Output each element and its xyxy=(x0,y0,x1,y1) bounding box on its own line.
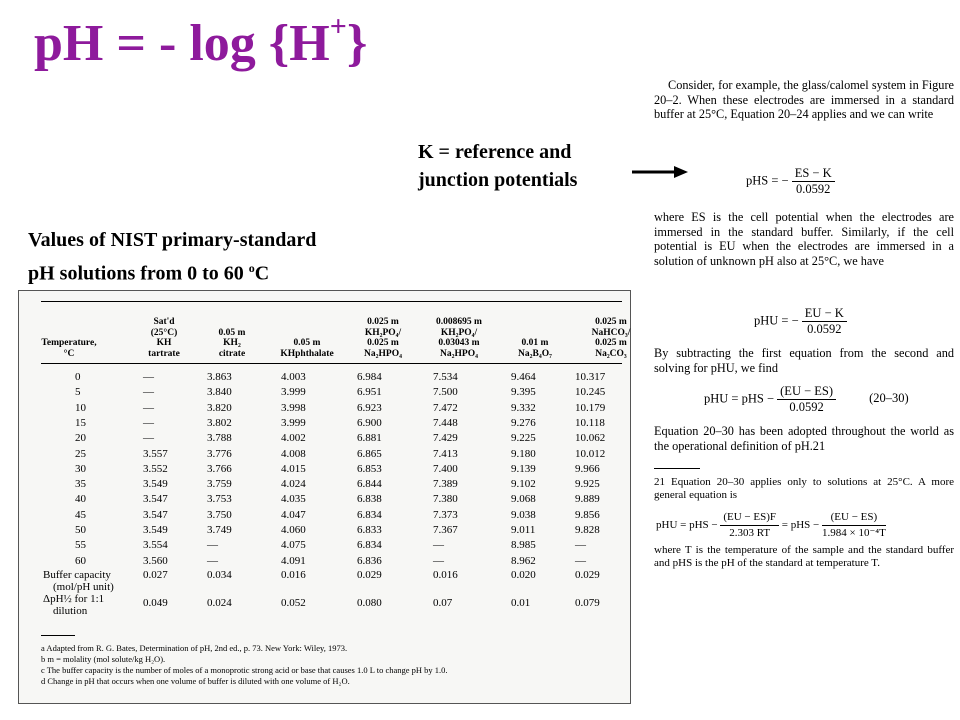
ph-value-cell: 6.881 xyxy=(357,432,382,445)
ph-value-cell: — xyxy=(575,554,586,567)
temperature-cell: 55 xyxy=(75,539,86,552)
ph-value-cell: — xyxy=(207,539,218,552)
ph-value-cell: — xyxy=(575,539,586,552)
temperature-cell: 15 xyxy=(75,416,86,429)
ph-value-cell: 6.984 xyxy=(357,371,382,383)
ph-value-cell: 3.802 xyxy=(207,416,232,429)
ph-value-cell: 6.834 xyxy=(357,539,382,552)
ph-value-cell: 9.925 xyxy=(575,478,600,491)
ph-value-cell: — xyxy=(143,386,154,399)
ph-value-cell: 7.367 xyxy=(433,524,458,536)
ph-value-cell: 7.389 xyxy=(433,478,458,491)
ph-value-cell: 9.180 xyxy=(511,447,536,460)
ph-value-cell: 3.999 xyxy=(281,386,306,399)
ph-value-cell: 8.985 xyxy=(511,539,536,552)
footnote-rule xyxy=(41,635,75,636)
ph-value-cell: — xyxy=(143,416,154,429)
ph-value-cell: 9.395 xyxy=(511,386,536,399)
ph-value-cell: 4.035 xyxy=(281,493,306,506)
buffer_capacity-label: Buffer capacity xyxy=(43,569,111,581)
ph-standards-table xyxy=(18,290,631,704)
ph-value-cell: 9.068 xyxy=(511,493,536,506)
ph-value-cell: 10.012 xyxy=(575,447,606,460)
ph-value-cell: 9.102 xyxy=(511,478,536,491)
textbook-excerpt xyxy=(650,74,954,579)
ph-value-cell: 3.549 xyxy=(143,524,168,536)
table-header-rule xyxy=(41,363,622,364)
ph-value-cell: 6.923 xyxy=(357,401,382,414)
buffer_capacity-cell: 0.027 xyxy=(143,569,168,581)
temperature-cell: 20 xyxy=(75,432,86,445)
ph-value-cell: 8.962 xyxy=(511,554,536,567)
equation-phs: pHS = − $\frac{ES - K}{0.0592}$ xyxy=(746,166,835,197)
ph-value-cell: 4.003 xyxy=(281,371,306,383)
ph-value-cell: 3.999 xyxy=(281,416,306,429)
temperature-cell: 45 xyxy=(75,508,86,521)
ph-value-cell: — xyxy=(433,539,444,552)
table-footnote: d Change in pH that occurs when one volume of buffer is diluted with one volume of H₂O. xyxy=(41,676,350,686)
table-header-cell: 0.05 m KHphthalate xyxy=(280,338,334,359)
ph-value-cell: 9.966 xyxy=(575,462,600,475)
ph-value-cell: 3.776 xyxy=(207,447,232,460)
ph-value-cell: 9.225 xyxy=(511,432,536,445)
ph-value-cell: 6.900 xyxy=(357,416,382,429)
table-header-cell: Sat'd (25°C) KH tartrate xyxy=(148,317,180,359)
table-top-rule xyxy=(41,301,622,302)
ph-value-cell: 7.429 xyxy=(433,432,458,445)
ph-value-cell: 6.836 xyxy=(357,554,382,567)
paragraph-definition: Equation 20–30 has been adopted throughout the world as the operational definition of pH.21 xyxy=(654,424,954,453)
ph-value-cell: 6.865 xyxy=(357,447,382,460)
ph-value-cell: 6.844 xyxy=(357,478,382,491)
ph-value-cell: — xyxy=(143,401,154,414)
footnote-divider xyxy=(654,468,700,469)
temperature-cell: 35 xyxy=(75,478,86,491)
ph-value-cell: 3.749 xyxy=(207,524,232,536)
dilution-cell: 0.079 xyxy=(575,597,600,609)
table-header-cell: 0.01 m Na₂B₄O₇ xyxy=(518,338,552,359)
temperature-cell: 50 xyxy=(75,524,86,536)
table-header-cell: 0.008695 m KH₂PO₄/ 0.03043 m Na₂HPO₄ xyxy=(436,317,482,359)
ph-value-cell: — xyxy=(143,432,154,445)
table-footnote: a Adapted from R. G. Bates, Determination of pH, 2nd ed., p. 73. New York: Wiley, 1973. xyxy=(41,643,348,653)
ph-value-cell: 6.853 xyxy=(357,462,382,475)
ph-value-cell: 10.317 xyxy=(575,371,606,383)
dilution-cell: 0.07 xyxy=(433,597,453,609)
buffer_capacity-label-sub: (mol/pH unit) xyxy=(53,581,114,593)
buffer_capacity-cell: 0.016 xyxy=(281,569,306,581)
ph-value-cell: 10.062 xyxy=(575,432,606,445)
ph-value-cell: 3.552 xyxy=(143,462,168,475)
paragraph-subtract: By subtracting the first equation from the second and solving for pHU, we find xyxy=(654,346,954,375)
equation-phu: pHU = − $\frac{EU - K}{0.0592}$ xyxy=(754,306,847,337)
ph-value-cell: 10.179 xyxy=(575,401,606,414)
ph-value-cell: 3.549 xyxy=(143,478,168,491)
ph-value-cell: 7.534 xyxy=(433,371,458,383)
ph-value-cell: 3.820 xyxy=(207,401,232,414)
buffer_capacity-cell: 0.029 xyxy=(575,569,600,581)
temperature-cell: 5 xyxy=(75,386,81,399)
paragraph-temperature: where T is the temperature of the sample and the standard buffer and pHS is the pH of the standard at temperature T. xyxy=(654,544,954,569)
ph-value-cell: 3.753 xyxy=(207,493,232,506)
ph-value-cell: 9.856 xyxy=(575,508,600,521)
paragraph-intro: Consider, for example, the glass/calomel system in Figure 20–2. When these electrodes are immersed in a standard buffer at 25°C, Equation 20–24 applies and we can write xyxy=(654,78,954,122)
dilution-cell: 0.052 xyxy=(281,597,306,609)
ph-value-cell: 4.015 xyxy=(281,462,306,475)
ph-value-cell: 4.047 xyxy=(281,508,306,521)
ph-value-cell: 9.011 xyxy=(511,524,536,536)
nist-caption-line2: pH solutions from 0 to 60 $^o$C xyxy=(28,261,270,285)
ph-value-cell: 9.332 xyxy=(511,401,536,414)
ph-value-cell: 3.759 xyxy=(207,478,232,491)
ph-value-cell: 6.833 xyxy=(357,524,382,536)
ph-value-cell: 6.951 xyxy=(357,386,382,399)
ph-value-cell: 7.413 xyxy=(433,447,458,460)
ph-value-cell: 6.834 xyxy=(357,508,382,521)
ph-value-cell: 9.276 xyxy=(511,416,536,429)
ph-value-cell: 4.002 xyxy=(281,432,306,445)
dilution-cell: 0.049 xyxy=(143,597,168,609)
nist-caption-line1: Values of NIST primary-standard xyxy=(28,229,317,251)
dilution-label: ΔpH½ for 1:1 xyxy=(43,593,105,605)
ph-value-cell: 3.554 xyxy=(143,539,168,552)
ph-value-cell: 7.500 xyxy=(433,386,458,399)
ph-value-cell: 7.448 xyxy=(433,416,458,429)
ph-value-cell: 4.008 xyxy=(281,447,306,460)
ph-value-cell: 3.788 xyxy=(207,432,232,445)
buffer_capacity-cell: 0.020 xyxy=(511,569,536,581)
ph-value-cell: — xyxy=(433,554,444,567)
ph-value-cell: 3.766 xyxy=(207,462,232,475)
ph-value-cell: 3.863 xyxy=(207,371,232,383)
ph-value-cell: 9.139 xyxy=(511,462,536,475)
buffer_capacity-cell: 0.034 xyxy=(207,569,232,581)
ph-value-cell: 4.075 xyxy=(281,539,306,552)
ph-value-cell: 9.038 xyxy=(511,508,536,521)
ph-value-cell: 6.838 xyxy=(357,493,382,506)
equation-general: pHU = pHS − $\frac{(EU - ES)F}{2.303 RT}$ = pHS − $\frac{(EU - ES)}{\text{1.984 × 10⁻⁴T}}$ xyxy=(656,511,886,539)
buffer_capacity-cell: 0.029 xyxy=(357,569,382,581)
ph-value-cell: 10.118 xyxy=(575,416,605,429)
temperature-cell: 40 xyxy=(75,493,86,506)
buffer_capacity-cell: 0.016 xyxy=(433,569,458,581)
ph-value-cell: 3.557 xyxy=(143,447,168,460)
ph-value-cell: 4.024 xyxy=(281,478,306,491)
ph-value-cell: 7.472 xyxy=(433,401,458,414)
ph-value-cell: — xyxy=(207,554,218,567)
temperature-cell: 30 xyxy=(75,462,86,475)
temperature-cell: 0 xyxy=(75,371,81,383)
ph-value-cell: 7.373 xyxy=(433,508,458,521)
dilution-label-sub: dilution xyxy=(53,605,88,617)
table-header-cell: 0.05 m KH₂ citrate xyxy=(218,327,246,359)
ph-value-cell: 9.828 xyxy=(575,524,600,536)
ph-value-cell: 4.091 xyxy=(281,554,306,567)
ph-value-cell: 3.547 xyxy=(143,508,168,521)
ph-value-cell: 4.060 xyxy=(281,524,306,536)
ph-value-cell: 7.380 xyxy=(433,493,458,506)
k-note-line2: junction potentials xyxy=(418,169,578,191)
k-note xyxy=(418,138,618,194)
ph-value-cell: 9.889 xyxy=(575,493,600,506)
temperature-cell: 60 xyxy=(75,554,86,567)
table-header-cell: 0.025 m NaHCO₃/ 0.025 m Na₂CO₃ xyxy=(591,317,631,359)
dilution-cell: 0.01 xyxy=(511,597,531,609)
page-title: pH = - log {H+} xyxy=(34,10,368,72)
nist-caption xyxy=(28,226,408,288)
ph-value-cell: 7.400 xyxy=(433,462,458,475)
ph-value-cell: 3.840 xyxy=(207,386,232,399)
ph-value-cell: 3.560 xyxy=(143,554,168,567)
footnote-21: 21 Equation 20–30 applies only to solutions at 25°C. A more general equation is xyxy=(654,476,954,501)
ph-value-cell: 10.245 xyxy=(575,386,606,399)
table-header-cell: Temperature, °C xyxy=(41,338,97,359)
temperature-cell: 10 xyxy=(75,401,86,414)
paragraph-es: where ES is the cell potential when the electrodes are immersed in the standard buffer. Similarly, if the cell potential is EU when the electrodes are immersed in a solution of unknown pH also at 25°C, we have xyxy=(654,210,954,268)
ph-value-cell: 3.998 xyxy=(281,401,306,414)
ph-value-cell: — xyxy=(143,371,154,383)
table-header-cell: 0.025 m KH₂PO₄/ 0.025 m Na₂HPO₄ xyxy=(364,317,402,359)
table-footnote: b m = molality (mol solute/kg H₂O). xyxy=(41,654,166,664)
ph-value-cell: 3.547 xyxy=(143,493,168,506)
k-note-line1: K = reference and xyxy=(418,141,572,163)
dilution-cell: 0.080 xyxy=(357,597,382,609)
temperature-cell: 25 xyxy=(75,447,86,460)
table-footnote: c The buffer capacity is the number of moles of a monoprotic strong acid or base that causes 1.0 L to change pH by 1.0. xyxy=(41,665,448,675)
equation-20-30: pHU = pHS − $\frac{(EU - ES)}{0.0592}$ (20–30) xyxy=(704,384,909,414)
dilution-cell: 0.024 xyxy=(207,597,232,609)
ph-value-cell: 3.750 xyxy=(207,508,232,521)
ph-value-cell: 9.464 xyxy=(511,371,536,383)
